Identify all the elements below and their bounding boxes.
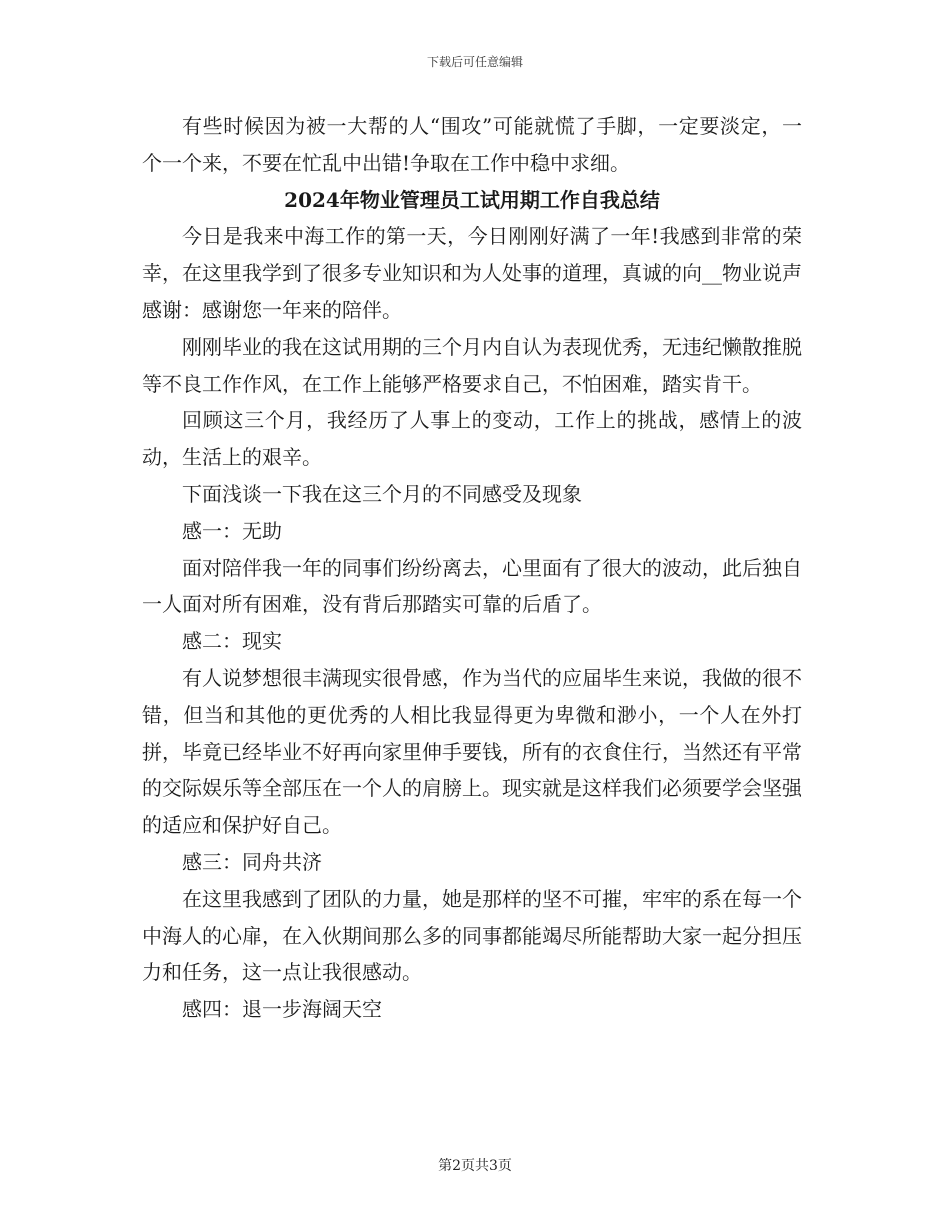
document-body	[142, 108, 802, 1028]
paragraph: 回顾这三个月，我经历了人事上的变动，工作上的挑战，感情上的波动，生活上的艰辛。	[142, 408, 802, 470]
page-number: 第2页共3页	[438, 1158, 512, 1174]
document-title: 2024年物业管理员工试用期工作自我总结	[284, 187, 660, 212]
page-header: 下载后可任意编辑	[426, 55, 523, 69]
section-heading: 感四：退一步海阔天空	[182, 997, 382, 1022]
paragraph: 面对陪伴我一年的同事们纷纷离去，心里面有了很大的波动，此后独自一人面对所有困难，没有背后那踏实可靠的后盾了。	[142, 555, 802, 617]
paragraph: 有些时候因为被一大帮的人“围攻”可能就慌了手脚，一定要淡定，一个一个来，不要在忙乱中出错!争取在工作中稳中求细。	[142, 114, 802, 175]
section-heading: 感一：无助	[182, 518, 282, 543]
paragraph: 在这里我感到了团队的力量，她是那样的坚不可摧，牢牢的系在每一个中海人的心扉，在入伙期间那么多的同事都能竭尽所能帮助大家一起分担压力和任务，这一点让我很感动。	[142, 886, 802, 985]
paragraph: 刚刚毕业的我在这试用期的三个月内自认为表现优秀，无违纪懒散推脱等不良工作作风，在工作上能够严格要求自己，不怕困难，踏实肯干。	[142, 334, 802, 396]
paragraph: 今日是我来中海工作的第一天，今日刚刚好满了一年!我感到非常的荣幸，在这里我学到了很多专业知识和为人处事的道理，真诚的向__物业说声感谢：感谢您一年来的陪伴。	[142, 224, 802, 322]
section-heading: 感三：同舟共济	[182, 849, 322, 874]
paragraph: 下面浅谈一下我在这三个月的不同感受及现象	[182, 481, 582, 506]
section-heading: 感二：现实	[182, 629, 282, 654]
paragraph: 有人说梦想很丰满现实很骨感，作为当代的应届毕生来说，我做的很不错，但当和其他的更优秀的人相比我显得更为卑微和渺小，一个人在外打拼，毕竟已经毕业不好再向家里伸手要钱，所有的衣食住行，当然还有平常的交际娱乐等全部压在一个人的肩膀上。现实就是这样我们必须要学会坚强的适应和保护好自己。	[142, 665, 802, 838]
